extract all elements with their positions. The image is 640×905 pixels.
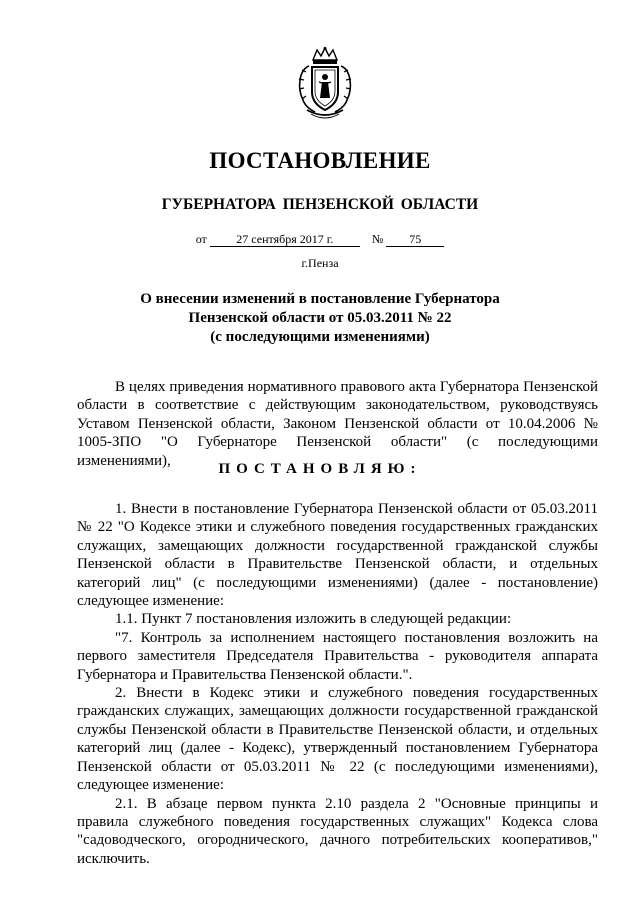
- document-date: 27 сентября 2017 г.: [210, 232, 360, 247]
- date-label: от: [195, 232, 207, 246]
- number-label: №: [371, 232, 384, 246]
- preamble: [77, 378, 598, 470]
- document-heading: [0, 290, 640, 347]
- coat-of-arms-icon: [293, 46, 357, 120]
- document-number: 75: [386, 232, 444, 247]
- heading-line: О внесении изменений в постановление Губернатора: [140, 291, 500, 307]
- paragraph-1-1: 1.1. Пункт 7 постановления изложить в следующей редакции:: [115, 611, 512, 628]
- paragraph-2-1: 2.1. В абзаце первом пункта 2.10 раздела 2 "Основные принципы и правила служебного поведения государственных служащих" Кодекса слова "садоводческого, огороднического, дачного потребительских кооперативов," исключить.: [77, 795, 598, 867]
- paragraph-2: 2. Внести в Кодекс этики и служебного поведения государственных гражданских служащих, замещающих должности государственной гражданской службы Пензенской области в Правительстве Пензенской области, и отдельных категорий лиц (далее - Кодекс), утвержденный постановлением Губернатора Пензенской области от 05.03.2011 № 22 (с последующими изменениями), следующее изменение:: [77, 685, 598, 794]
- document-type-title: ПОСТАНОВЛЕНИЕ: [209, 148, 431, 173]
- heading-line: (с последующими изменениями): [210, 329, 430, 345]
- document-body: [77, 500, 598, 868]
- decree-word: ПОСТАНОВЛЯЮ:: [218, 461, 422, 477]
- paragraph-1: 1. Внести в постановление Губернатора Пензенской области от 05.03.2011 № 22 "О Кодексе этики и служебного поведения государственных гражданских служащих, замещающих должности государственной гражданской службы Пензенской области в Правительстве Пензенской области, и отдельных категорий лиц" (с последующими изменениями) (далее - постановление) следующее изменение:: [77, 501, 598, 610]
- preamble-text: В целях приведения нормативного правового акта Губернатора Пензенской области в соответствие с действующим законодательством, руководствуясь Уставом Пензенской области, Законом Пензенской области от 10.04.2006 № 1005-ЗПО "О Губернаторе Пензенской области" (с последующими изменениями),: [77, 379, 598, 469]
- date-number-line: [0, 232, 640, 247]
- heading-line: Пензенской области от 05.03.2011 № 22: [188, 310, 452, 326]
- city: г.Пенза: [301, 256, 339, 270]
- paragraph-1-1-text: "7. Контроль за исполнением настоящего постановления возложить на первого заместителя Председателя Правительства - руководителя аппарата Губернатора и Правительства Пензенской области.".: [77, 629, 598, 683]
- issuer-title: ГУБЕРНАТОРА ПЕНЗЕНСКОЙ ОБЛАСТИ: [161, 196, 479, 213]
